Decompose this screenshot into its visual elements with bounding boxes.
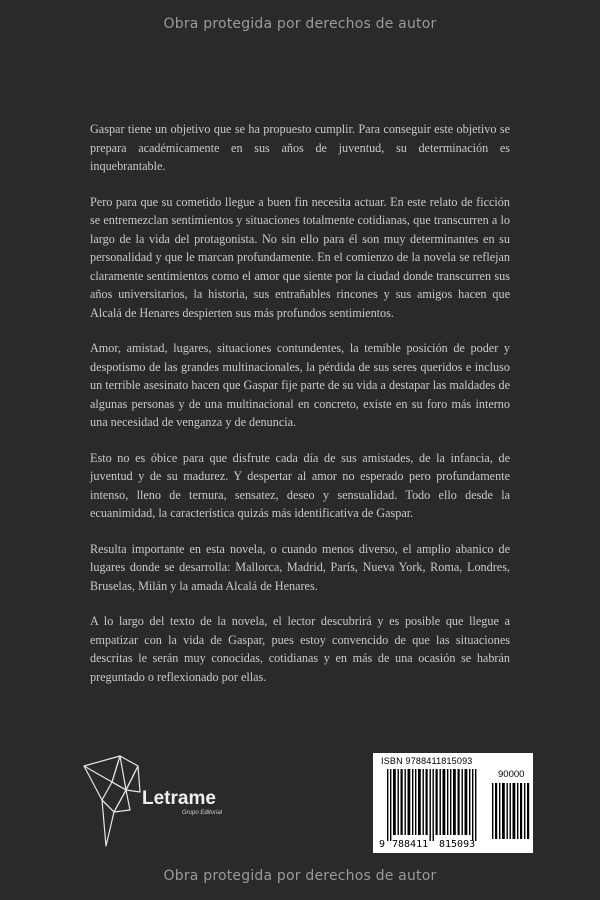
addon-barcode-bars <box>491 783 531 839</box>
blurb-paragraph: Amor, amistad, lugares, situaciones contundentes, la temible posición de poder y despotismo de las grandes multinacionales, la pérdida de sus seres queridos e incluso un terrible asesinato hacen que Gaspar fije parte de su vida a destapar las maldades de algunas personas y de una multinacional en concreto, existe en su foro más interno una necesidad de venganza y de denuncia. <box>90 341 510 429</box>
blurb-paragraph: Resulta importante en esta novela, o cuando menos diverso, el amplio abanico de lugares donde se desarrolla: Mallorca, Madrid, París, Nueva York, Roma, Londres, Bruselas, Milán y la amada Alcalá de Henares. <box>90 541 510 593</box>
blurb-text <box>90 120 510 703</box>
watermark-bottom: Obra protegida por derechos de autor <box>163 868 437 884</box>
blurb-paragraph: Esto no es óbice para que disfrute cada día de sus amistades, de la infancia, de juventud y de su madurez. Y despertar al amor no esperado pero profundamente intenso, lleno de ternura, sensatez, deseo y sensualidad. Todo ello desde la ecuanimidad, la característica quizás más identificativa de Gaspar. <box>90 450 510 520</box>
blurb-paragraph: A lo largo del texto de la novela, el lector descubrirá y es posible que llegue a empatizar con la vida de Gaspar, pues estoy convencido de que las situaciones descritas le serán muy conocidas, cotidianas y en más de una ocasión se habrán preguntado o reflexionado por ellas. <box>90 614 510 684</box>
barcode-right-digits: 815093 <box>439 839 476 850</box>
publisher-name: Letrame <box>142 788 216 809</box>
origami-bird-icon <box>80 752 250 852</box>
ean-barcode-bars <box>377 769 491 841</box>
isbn-label: ISBN 9788411815093 <box>381 756 473 766</box>
publisher-logo <box>80 752 250 852</box>
barcode-first-digit: 9 <box>379 839 386 850</box>
watermark-top: Obra protegida por derechos de autor <box>163 16 437 32</box>
isbn-barcode <box>373 753 533 853</box>
blurb-paragraph: Pero para que su cometido llegue a buen fin necesita actuar. En este relato de ficción se entremezclan sentimientos y situaciones totalmente cotidianas, que transcurren a lo largo de la vida del protagonista. No sin ello para él son muy determinantes en su personalidad y que le marcan profundamente. En el comienzo de la novela se reflejan claramente sentimientos como el amor que siente por la ciudad donde transcurren sus años universitarios, la historia, sus entrañables rincones y sus amigos hacen que Alcalá de Henares despierten sus más profundos sentimientos. <box>90 194 510 320</box>
blurb-paragraph: Gaspar tiene un objetivo que se ha propuesto cumplir. Para conseguir este objetivo se prepara académicamente en sus años de juventud, su determinación es inquebrantable. <box>90 122 510 173</box>
price-code: 90000 <box>498 769 525 780</box>
publisher-subtitle: Grupo Editorial <box>182 810 223 816</box>
barcode-left-digits: 788411 <box>392 839 429 850</box>
